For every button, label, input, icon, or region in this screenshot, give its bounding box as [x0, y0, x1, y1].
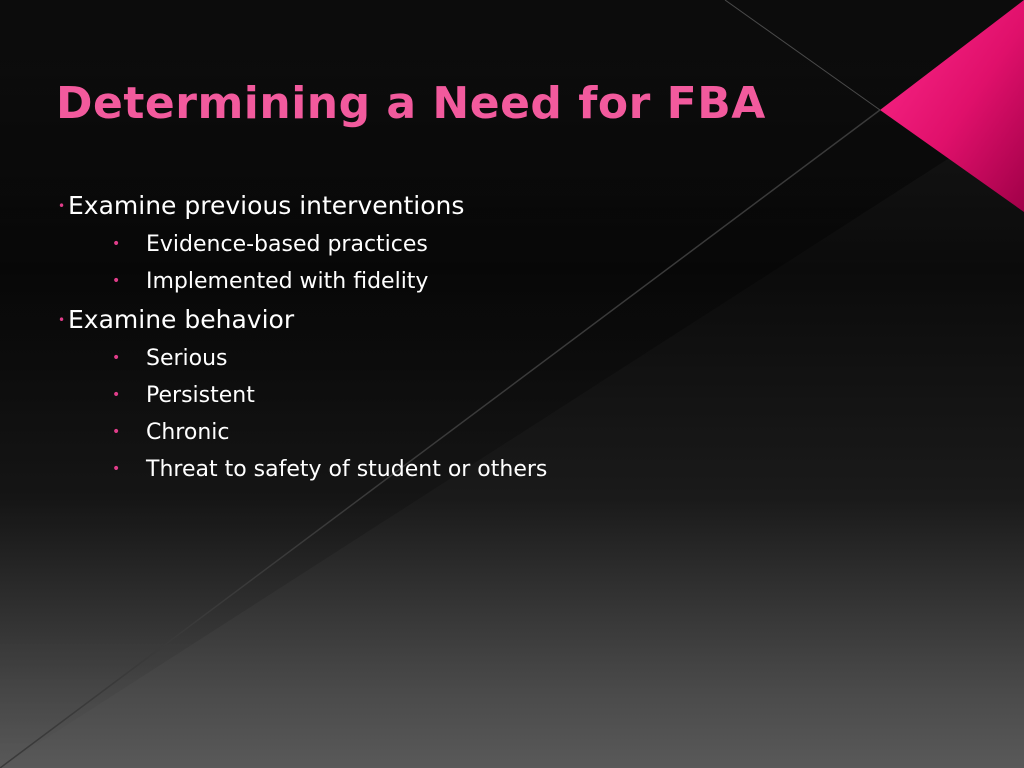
bullet-text: Examine behavior — [68, 305, 295, 334]
bullet-item — [0, 300, 1024, 340]
bullet-marker-icon: • — [112, 461, 121, 477]
sub-bullet-item — [0, 414, 1024, 451]
bullet-marker-icon: • — [58, 313, 66, 327]
slide-title: Determining a Need for FBA — [56, 78, 766, 129]
bullet-item — [0, 186, 1024, 226]
sub-bullet-item — [0, 451, 1024, 488]
sub-bullet-text: Evidence-based practices — [146, 232, 428, 257]
sub-bullet-text: Implemented with fidelity — [146, 269, 429, 294]
sub-bullet-text: Persistent — [146, 383, 255, 408]
bullet-marker-icon: • — [112, 273, 121, 289]
bullet-marker-icon: • — [112, 424, 121, 440]
sub-bullet-item — [0, 263, 1024, 300]
sub-bullet-text: Chronic — [146, 420, 230, 445]
bullet-marker-icon: • — [58, 199, 66, 213]
bullet-marker-icon: • — [112, 350, 121, 366]
bullet-list — [0, 186, 1024, 488]
sub-bullet-text: Serious — [146, 346, 228, 371]
bullet-marker-icon: • — [112, 236, 121, 252]
sub-bullet-text: Threat to safety of student or others — [146, 457, 548, 482]
bullet-marker-icon: • — [112, 387, 121, 403]
sub-bullet-item — [0, 340, 1024, 377]
bullet-text: Examine previous interventions — [68, 191, 465, 220]
sub-bullet-item — [0, 226, 1024, 263]
sub-bullet-item — [0, 377, 1024, 414]
